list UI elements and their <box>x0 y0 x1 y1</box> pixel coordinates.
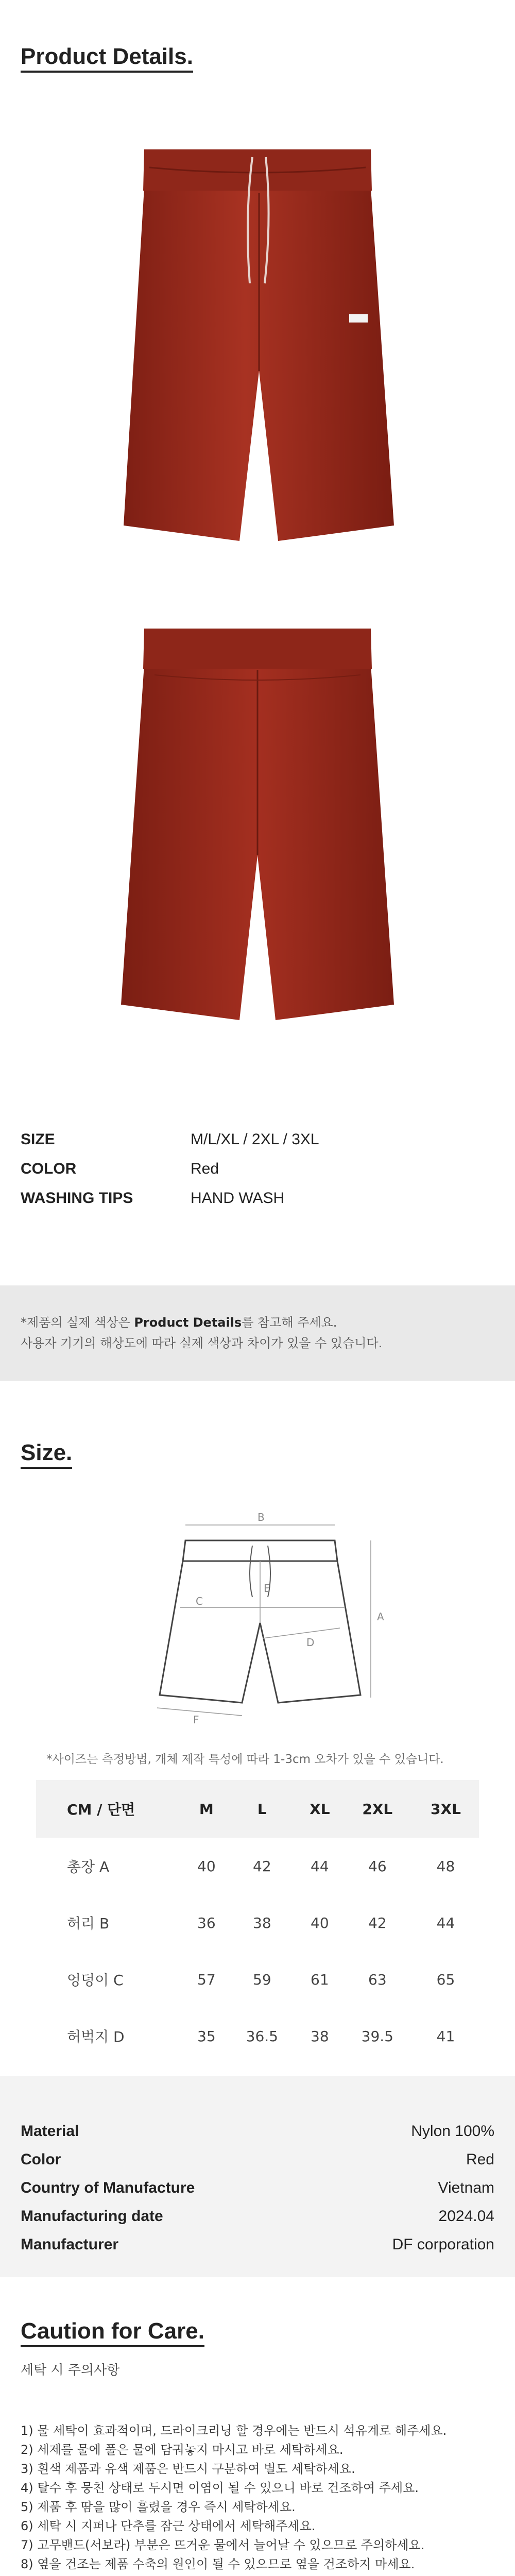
size-header-cell: XL <box>297 1780 342 1838</box>
row-label: 허리 B <box>67 1915 110 1932</box>
list-item: 4) 탈수 후 뭉친 상태로 두시면 이염이 될 수 있으니 바로 건조하여 주세요. <box>21 2481 419 2495</box>
section-title-size: Size. <box>21 1440 72 1469</box>
size-header-cell: 2XL <box>342 1780 413 1838</box>
material-label: Manufacturing date <box>21 2208 163 2225</box>
table-cell: 59 <box>253 1971 271 1988</box>
row-label: 총장 A <box>67 1858 110 1875</box>
spec-row-color <box>21 1160 494 1178</box>
table-cell: 46 <box>368 1857 387 1875</box>
material-label: Country of Manufacture <box>21 2179 195 2196</box>
table-cell: 40 <box>197 1857 216 1875</box>
list-item: 2) 세제를 물에 풀은 물에 담궈놓지 마시고 바로 세탁하세요. <box>21 2443 344 2457</box>
size-diagram <box>77 1504 438 1726</box>
table-row <box>36 1838 479 1894</box>
diagram-label-b: B <box>258 1511 265 1523</box>
table-cell: 42 <box>253 1857 271 1875</box>
shorts-measurement-diagram <box>77 1504 438 1726</box>
table-cell: 63 <box>368 1971 387 1988</box>
material-label: Color <box>21 2151 61 2168</box>
table-cell: 38 <box>311 2027 329 2045</box>
shorts-front-image <box>113 129 402 577</box>
list-item: 3) 흰색 제품과 유색 제품은 반드시 구분하여 별도 세탁하세요. <box>21 2462 355 2476</box>
list-item: 1) 물 세탁이 효과적이며, 드라이크리닝 할 경우에는 반드시 석유계로 해주세요. <box>21 2424 447 2438</box>
caution-subtitle: 세탁 시 주의사항 <box>21 2363 120 2378</box>
diagram-label-a: A <box>377 1611 384 1623</box>
table-cell: 65 <box>436 1971 455 1988</box>
table-cell: 42 <box>368 1914 387 1931</box>
row-label: 허벅지 D <box>67 2028 125 2045</box>
color-note-line2: 사용자 기기의 해상도에 따라 실제 색상과 차이가 있을 수 있습니다. <box>21 1336 383 1350</box>
spec-label: SIZE <box>21 1131 55 1148</box>
material-row <box>21 2151 494 2168</box>
material-value: Vietnam <box>438 2179 494 2196</box>
list-item: 8) 옆을 건조는 제품 수축의 원인이 될 수 있으므로 옆을 건조하지 마세요. <box>21 2557 415 2571</box>
table-cell: 57 <box>197 1971 216 1988</box>
size-measure-note: *사이즈는 측정방법, 개체 제작 특성에 따라 1-3cm 오차가 있을 수 있습니다. <box>46 1753 444 1766</box>
table-row <box>36 1951 479 2008</box>
diagram-label-c: C <box>196 1595 203 1607</box>
table-cell: 40 <box>311 1914 329 1931</box>
color-note-band <box>0 1285 515 1381</box>
spec-value: Red <box>191 1160 219 1177</box>
table-cell: 44 <box>311 1857 329 1875</box>
material-label: Material <box>21 2123 79 2140</box>
material-value: DF corporation <box>392 2236 494 2253</box>
section-title-caution: Caution for Care. <box>21 2318 204 2347</box>
list-item: 7) 고무밴드(서보라) 부분은 뜨거운 물에서 늘어날 수 있으므로 주의하세요. <box>21 2538 425 2552</box>
row-label: 엉덩이 C <box>67 1972 124 1989</box>
size-header-cell: 3XL <box>413 1780 479 1838</box>
color-note-line1: *제품의 실제 색상은 Product Details를 참고해 주세요. <box>21 1315 337 1330</box>
table-cell: 38 <box>253 1914 271 1931</box>
shorts-back-image <box>113 608 402 1061</box>
size-header-cell: CM / 단면 <box>36 1780 186 1838</box>
spec-label: COLOR <box>21 1160 77 1177</box>
list-item: 5) 제품 후 땀을 많이 흘렸을 경우 즉시 세탁하세요. <box>21 2500 296 2514</box>
caution-list <box>21 2421 494 2576</box>
table-cell: 36.5 <box>246 2027 278 2045</box>
table-row <box>36 1894 479 1951</box>
material-row <box>21 2179 494 2197</box>
spec-row-size <box>21 1131 494 1148</box>
table-cell: 44 <box>436 1914 455 1931</box>
material-value: Red <box>466 2151 494 2168</box>
material-row <box>21 2236 494 2253</box>
material-row <box>21 2208 494 2225</box>
spec-label: WASHING TIPS <box>21 1190 133 1207</box>
diagram-label-e: E <box>264 1582 270 1595</box>
size-header-cell: M <box>186 1780 227 1838</box>
table-cell: 35 <box>197 2027 216 2045</box>
table-cell: 39.5 <box>361 2027 393 2045</box>
material-info-band <box>0 2076 515 2277</box>
table-cell: 41 <box>436 2027 455 2045</box>
diagram-label-d: D <box>306 1636 315 1649</box>
material-label: Manufacturer <box>21 2236 119 2253</box>
material-value: 2024.04 <box>438 2208 494 2225</box>
spec-value: M/L/XL / 2XL / 3XL <box>191 1131 319 1148</box>
list-item: 6) 세탁 시 지퍼나 단추를 잠근 상태에서 세탁해주세요. <box>21 2519 316 2533</box>
list-item <box>21 2574 494 2576</box>
product-photo-back <box>113 608 402 1061</box>
size-table-header <box>36 1780 479 1838</box>
material-value: Nylon 100% <box>411 2123 494 2140</box>
table-cell: 48 <box>436 1857 455 1875</box>
table-cell: 61 <box>311 1971 329 1988</box>
size-header-cell: L <box>227 1780 297 1838</box>
table-row <box>36 2008 479 2064</box>
spec-row-washing-tips <box>21 1190 494 1207</box>
table-cell: 36 <box>197 1914 216 1931</box>
spec-value: HAND WASH <box>191 1190 285 1207</box>
material-row <box>21 2123 494 2140</box>
product-photo-front <box>113 129 402 577</box>
section-title-product-details: Product Details. <box>21 44 193 73</box>
diagram-label-f: F <box>193 1714 199 1726</box>
